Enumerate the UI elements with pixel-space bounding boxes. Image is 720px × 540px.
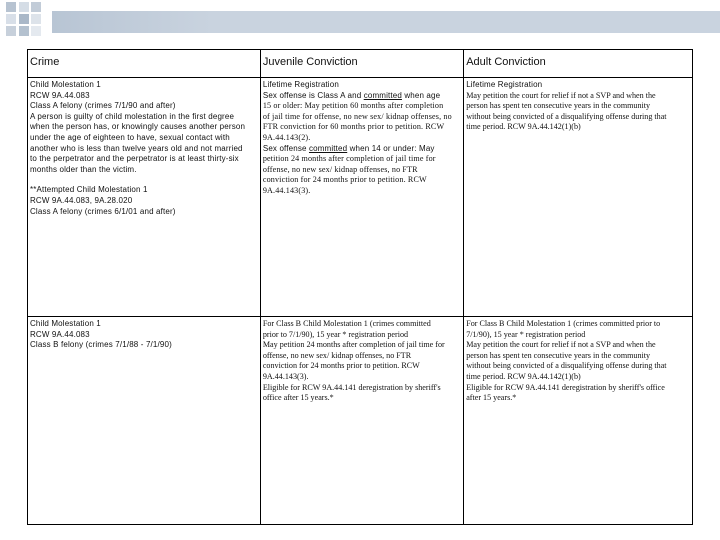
deco-square [6,14,16,24]
text-line: person has spent ten consecutive years in the community [466,101,651,111]
header-adult: Adult Conviction [464,50,693,78]
text-line: 7/1/90), 15 year * registration period [466,329,586,339]
adult-cell [464,78,693,317]
table-header-row [28,50,693,78]
text-line: RCW 9A.44.083, 9A.28.020 [30,195,133,205]
header-juvenile: Juvenile Conviction [260,50,463,78]
text-line: another who is less than twelve years old and not married [30,143,243,153]
deco-square [6,26,16,36]
text-fragment: Sex offense is Class A and [262,90,364,100]
deco-square [31,26,41,36]
text-line: Class B felony (crimes 7/1/88 - 7/1/90) [30,340,172,350]
text-line: petition 24 months after completion of jail time for [262,154,436,164]
text-line: conviction for 24 months prior to petition. RCW [262,175,427,185]
deco-square [19,26,29,36]
deco-square [6,2,16,12]
text-line: May petition the court for relief if not a SVP and when the [466,90,656,100]
text-line: when the person has, or knowingly causes another person [30,122,246,132]
text-line: Class A felony (crimes 7/1/90 and after) [30,101,176,111]
text-line: Eligible for RCW 9A.44.141 deregistration by sheriff's [262,382,441,392]
text-line: without being convicted of a disqualifying offense during that [466,111,667,121]
title-bar-gradient [52,11,212,33]
table-row [28,78,693,317]
text-fragment: when age [401,90,441,100]
text-line: office after 15 years.* [262,393,334,403]
text-line: 9A.44.143(3). [262,371,309,381]
text-line: without being convicted of a disqualifying offense during that [466,361,667,371]
text-line: **Attempted Child Molestation 1 [30,185,148,195]
table-row [28,317,693,525]
text-line: months older than the victim. [30,164,137,174]
text-line: Eligible for RCW 9A.44.141 deregistration by sheriff's office [466,382,665,392]
deco-square [19,2,29,12]
text-line: under the age of eighteen to have, sexual contact with [30,132,230,142]
juvenile-cell [260,78,463,317]
text-line: offense, no new sex/ kidnap offenses, no FTR [262,164,418,174]
text-line: Class A felony (crimes 6/1/01 and after) [30,206,176,216]
text-line: to the perpetrator and the perpetrator is at least thirty-six [30,154,239,164]
text-line: May petition 24 months after completion of jail time for [262,340,445,350]
registration-table [27,49,693,525]
header-decoration [0,0,720,40]
deco-square [31,14,41,24]
text-line: time period. RCW 9A.44.142(1)(b) [466,122,581,132]
text-line: 15 or older: May petition 60 months after completion [262,101,444,111]
deco-square [19,14,29,24]
text-line: Lifetime Registration [262,80,339,89]
text-line: prior to 7/1/90), 15 year * registration period [262,329,409,339]
text-line: time period. RCW 9A.44.142(1)(b) [466,371,581,381]
juvenile-cell [260,317,463,525]
text-line: Child Molestation 1 [30,319,101,328]
underlined-term: committed [308,143,348,153]
text-line: RCW 9A.44.083 [30,329,90,339]
text-line: 9A.44.143(2). [262,132,311,142]
crime-cell [28,317,261,525]
crime-cell [28,78,261,317]
text-line: person has spent ten consecutive years in the community [466,350,651,360]
text-line [263,91,461,102]
text-line: offense, no new sex/ kidnap offenses, no FTR [262,350,412,360]
adult-cell [464,317,693,525]
text-line: For Class B Child Molestation 1 (crimes committed [262,319,431,328]
header-crime: Crime [28,50,261,78]
text-line: Child Molestation 1 [30,80,101,89]
underlined-term: committed [363,90,402,100]
text-line: conviction for 24 months prior to petition. RCW [262,361,420,371]
text-line: 9A.44.143(3). [262,185,311,195]
text-line: A person is guilty of child molestation in the first degree [30,111,235,121]
text-line [263,144,461,155]
text-line: For Class B Child Molestation 1 (crimes committed prior to [466,319,661,328]
text-line: RCW 9A.44.083 [30,90,90,100]
text-line: of jail time for offense, no new sex/ kidnap offenses, no [262,111,452,121]
text-fragment: Sex offense [262,143,309,153]
text-line: FTR conviction for 60 months prior to petition. RCW [262,122,445,132]
deco-square [31,2,41,12]
text-line: after 15 years.* [466,393,517,403]
text-line: May petition the court for relief if not a SVP and when the [466,340,656,350]
text-fragment: when 14 or under: May [347,143,435,153]
text-line: Lifetime Registration [466,80,543,89]
